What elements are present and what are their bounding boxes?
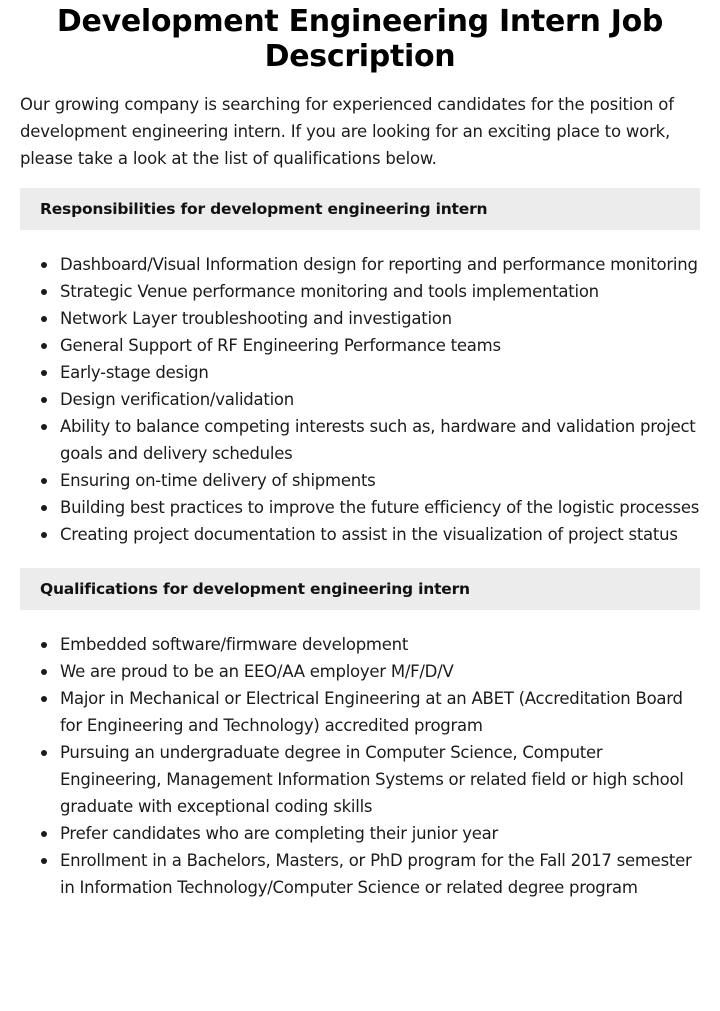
bullet-icon (41, 289, 47, 295)
list-item (20, 467, 700, 494)
intro-paragraph: Our growing company is searching for experienced candidates for the position of development engineering intern. If you are looking for an exciting place to work, please take a look at the list of qualifications below. (20, 95, 674, 168)
list-item (20, 494, 700, 521)
list-item (20, 413, 700, 467)
page-title: Development Engineering Intern Job Description (56, 4, 664, 74)
list-item-text: Design verification/validation (60, 390, 294, 409)
list-item-text: Network Layer troubleshooting and investigation (60, 309, 452, 328)
bullet-icon (41, 478, 47, 484)
bullet-icon (41, 750, 47, 756)
list-item (20, 658, 700, 685)
list-item-text: Major in Mechanical or Electrical Engineering at an ABET (Accreditation Board for Engineering and Technology) accredited program (60, 689, 683, 735)
list-item-text: General Support of RF Engineering Performance teams (60, 336, 501, 355)
list-item (20, 251, 700, 278)
list-item (20, 305, 700, 332)
list-item-text: We are proud to be an EEO/AA employer M/F/D/V (60, 662, 454, 681)
list-item (20, 359, 700, 386)
bullet-icon (41, 696, 47, 702)
list-item-text: Prefer candidates who are completing their junior year (60, 824, 499, 843)
bullet-icon (41, 316, 47, 322)
list-item (20, 739, 700, 820)
bullet-icon (41, 397, 47, 403)
list-item (20, 332, 700, 359)
bullet-icon (41, 343, 47, 349)
list-item (20, 278, 700, 305)
responsibilities-list (20, 251, 700, 548)
bullet-icon (41, 858, 47, 864)
list-item-text: Dashboard/Visual Information design for reporting and performance monitoring (60, 255, 698, 274)
bullet-icon (41, 669, 47, 675)
list-item (20, 631, 700, 658)
list-item-text: Enrollment in a Bachelors, Masters, or PhD program for the Fall 2017 semester in Information Technology/Computer Science or related degree program (60, 851, 692, 897)
bullet-icon (41, 370, 47, 376)
list-item-text: Creating project documentation to assist in the visualization of project status (60, 525, 678, 544)
list-item (20, 386, 700, 413)
list-item-text: Pursuing an undergraduate degree in Computer Science, Computer Engineering, Management Information Systems or related field or high school graduate with exceptional coding skills (60, 743, 684, 816)
list-item (20, 521, 700, 548)
list-item-text: Ensuring on-time delivery of shipments (60, 471, 376, 490)
list-item (20, 820, 700, 847)
bullet-icon (41, 424, 47, 430)
list-item (20, 685, 700, 739)
list-item-text: Ability to balance competing interests such as, hardware and validation project goals and delivery schedules (60, 417, 696, 463)
bullet-icon (41, 831, 47, 837)
list-item-text: Strategic Venue performance monitoring and tools implementation (60, 282, 599, 301)
list-item-text: Embedded software/firmware development (60, 635, 409, 654)
qualifications-heading: Qualifications for development engineering intern (20, 568, 700, 610)
bullet-icon (41, 642, 47, 648)
bullet-icon (41, 532, 47, 538)
bullet-icon (41, 505, 47, 511)
list-item (20, 847, 700, 901)
list-item-text: Early-stage design (60, 363, 209, 382)
bullet-icon (41, 262, 47, 268)
qualifications-list (20, 631, 700, 901)
responsibilities-heading: Responsibilities for development engineering intern (20, 188, 700, 230)
list-item-text: Building best practices to improve the future efficiency of the logistic processes (60, 498, 700, 517)
